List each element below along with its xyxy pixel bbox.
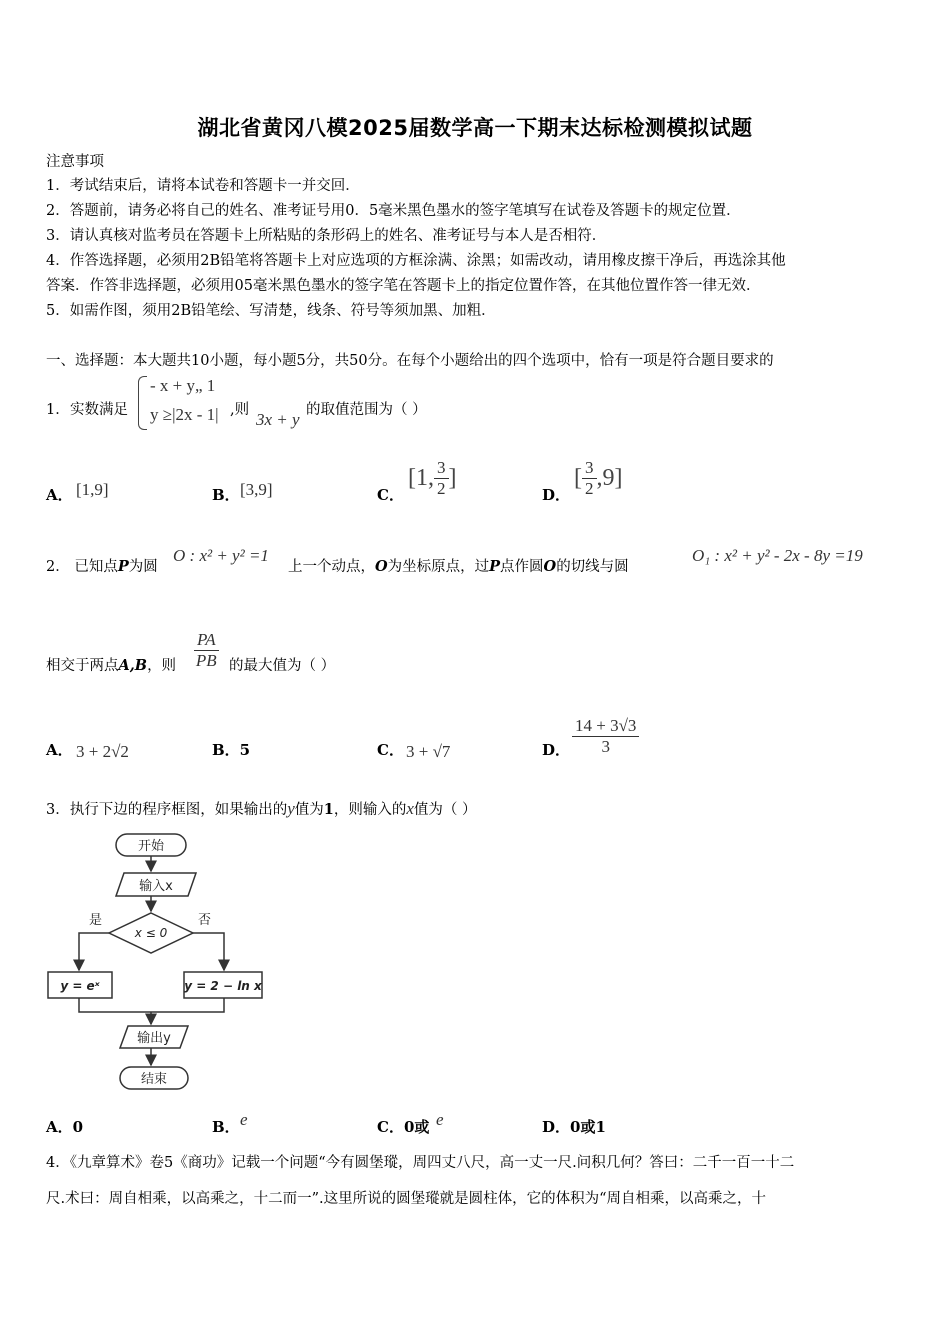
q2-text-3: 上一个动点， [288,559,375,575]
q2-option-c-label[interactable]: C． [377,741,404,759]
q1-option-a-label[interactable]: A． [46,486,73,504]
notice-item-3: 3．请认真核对监考员在答题卡上所粘贴的条形码上的姓名、准考证号与本人是否相符． [46,228,607,244]
q1-option-c-left: [1, [408,465,434,491]
page-title: 湖北省黄冈八模2025届数学高一下期末达标检测模拟试题 [197,116,753,140]
q3-number: 3． [46,802,70,818]
q2-fraction-den: PB [195,651,217,670]
q2-line2 [46,654,176,678]
q1-text-mid: ,则 [230,402,250,418]
q1-option-d-den: 2 [585,479,594,498]
q2-text-4: 为坐标原点，过 [387,559,490,575]
q2-circle-o1: O₁ : x² + y² - 2x - 8y =19 [692,546,863,565]
q4-line1: 4．《九章算术》卷5《商功》记载一个问题“今有圆堡瑽，周四丈八尺，高一丈一尺.问积几何？答曰：二千一百一十二 [46,1155,795,1171]
q3-var-y: y [287,799,295,818]
flow-output-label: 输出y [137,1031,171,1046]
q2-number: 2． [46,559,70,575]
q1-text-post: 的取值范围为（ ） [306,402,427,418]
notice-item-4-cont: 答案．作答非选择题，必须用05毫米黑色墨水的签字笔在答题卡上的指定位置作答，在其他位置作答一律无效． [46,278,761,294]
q1-option-a-value: [1,9] [76,480,109,499]
section-heading: 一、选择题：本大题共10小题，每小题5分，共50分。在每个小题给出的四个选项中，恰有一项是符合题目要求的 [46,353,774,369]
q3-value-1: 1 [323,801,334,818]
q3-flowchart [40,826,280,1098]
q2-points-ab: A,B [118,657,148,674]
q1-option-c-value [408,458,457,499]
q3-option-c-value: e [436,1110,444,1129]
q3-option-b-value: e [240,1110,248,1129]
q2-line1-cont [288,555,629,579]
q2-line2-text-a: 相交于两点 [46,658,119,674]
notice-heading: 注意事项 [46,154,104,170]
q3-line [46,797,477,822]
q1-text-pre: 实数满足 [70,402,128,418]
q3-text-4: 值为（ ） [413,802,477,818]
q2-origin-o: O [375,558,388,575]
q1-option-c-right: ] [448,465,457,491]
notice-item-4: 4．作答选择题，必须用2B铅笔将答题卡上对应选项的方框涂满、涂黑；如需改动，请用橡皮擦干净后，再选涂其他 [46,253,786,269]
q1-option-d-label[interactable]: D． [542,486,571,504]
q1-system-brace [138,376,147,430]
q3-option-b-label[interactable]: B． [212,1118,240,1136]
q1-option-b-value: [3,9] [240,480,273,499]
flow-no-label: 否 [198,913,212,928]
flow-left-label: y = eˣ [60,979,100,993]
q2-option-d-den: 3 [601,737,610,756]
q1-option-b-label[interactable]: B． [212,486,240,504]
q2-option-b[interactable]: B．5 [212,741,251,759]
q2-line2-text-b: ，则 [147,658,177,674]
q2-text-6: 的切线与圆 [556,559,629,575]
flow-right-label: y = 2 − ln x [184,979,262,993]
q1-system-line2: y ≥|2x - 1| [150,405,219,424]
flow-condition-label: x ≤ 0 [134,926,168,940]
notice-item-2: 2．答题前，请务必将自己的姓名、准考证号用0．5毫米黑色墨水的签字笔填写在试卷及答题卡的规定位置． [46,203,741,219]
q1-number: 1． [46,402,70,418]
q2-option-c-value: 3 + √7 [406,742,451,761]
q1-system-line1: - x + y„ 1 [150,376,216,395]
q1-option-d-num: 3 [582,458,597,479]
q2-circle-o: O : x² + y² =1 [173,546,269,565]
flow-start-label: 开始 [137,839,165,854]
notice-item-1: 1．考试结束后，请将本试卷和答题卡一并交回． [46,178,360,194]
q1-option-c-label[interactable]: C． [377,486,404,504]
q2-line2-text-c: 的最大值为（ ） [229,658,336,674]
q2-fraction-num: PA [194,630,219,651]
q2-option-a-value: 3 + 2√2 [76,742,129,761]
flow-yes-label: 是 [89,913,103,928]
q1-option-d-value [574,458,623,499]
notice-item-5: 5．如需作图，须用2B铅笔绘、写清楚，线条、符号等须加黑、加粗． [46,303,496,319]
q3-text-3: ，则输入的 [333,802,407,818]
flow-input-label: 输入x [139,879,173,894]
q3-option-c-label[interactable]: C．0或 [377,1118,430,1136]
q2-point-p2: P [489,558,501,575]
q1-option-c-num: 3 [434,458,449,479]
q2-option-d-num: 14 + 3√3 [572,716,639,737]
q3-text-1: 执行下边的程序框图，如果输出的 [69,802,288,818]
q2-option-d-value [572,716,639,757]
q1-option-d-left: [ [574,465,582,491]
q3-option-d[interactable]: D．0或1 [542,1118,606,1136]
flow-end-label: 结束 [140,1072,168,1087]
q2-fraction [194,630,219,671]
q2-text-1: 已知点 [74,559,118,575]
q4-line2: 尺.术曰：周自相乘，以高乘之，十二而一”.这里所说的圆堡瑽就是圆柱体，它的体积为“周自相乘，以高乘之，十 [46,1191,767,1207]
q2-text-5: 点作圆 [500,559,544,575]
q2-point-p: P [117,558,129,575]
q3-text-2: 值为 [294,802,324,818]
q1-expression: 3x + y [256,410,300,429]
q2-circle-label-o: O [543,558,557,575]
q3-option-a[interactable]: A．0 [46,1118,84,1136]
q1-option-d-right: ,9] [596,465,623,491]
q1-option-c-den: 2 [437,479,446,498]
q3-var-x: x [406,799,414,818]
q2-option-a-label[interactable]: A． [46,741,73,759]
q2-option-d-label[interactable]: D． [542,741,571,759]
q2-line1 [46,555,158,579]
q2-text-2: 为圆 [128,559,158,575]
